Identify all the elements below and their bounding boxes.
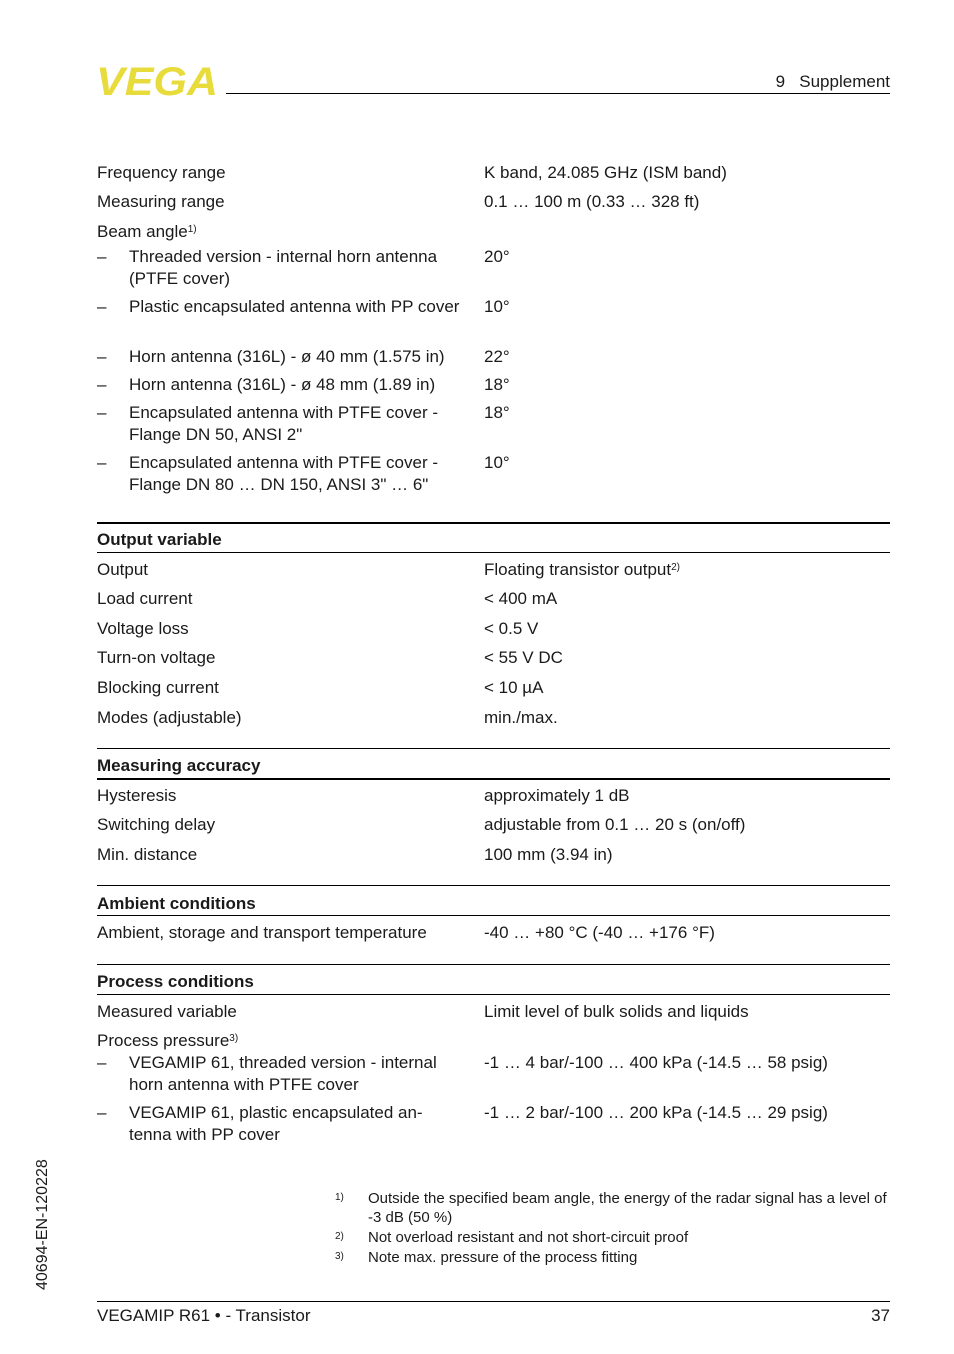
spec-sub-label: VEGAMIP 61, threaded version - internal horn antenna with PTFE cover xyxy=(129,1053,437,1094)
header-rule xyxy=(226,93,890,94)
footnote-ref: 2) xyxy=(671,562,681,573)
spec-sub-label: VEGAMIP 61, plastic encapsulated an-tenna with PP cover xyxy=(129,1103,423,1144)
section-title-accuracy: Measuring accuracy xyxy=(97,756,261,775)
spec-value: 0.1 … 100 m (0.33 … 328 ft) xyxy=(484,192,700,211)
spec-value: < 10 µA xyxy=(484,678,544,697)
page-number: 37 xyxy=(871,1306,890,1325)
svg-text:VEGA: VEGA xyxy=(96,64,218,98)
spec-sub-label: Plastic encapsulated antenna with PP cover xyxy=(129,297,460,316)
spec-sub-label: Encapsulated antenna with PTFE cover - Flange DN 80 … DN 150, ANSI 3" … 6" xyxy=(129,453,438,494)
spec-label: Measuring range xyxy=(97,192,225,211)
spec-sub-label: Threaded version - internal horn antenna (PTFE cover) xyxy=(129,247,438,288)
beam-angle-label: Beam angle$^{1)}$ xyxy=(97,222,197,241)
footnote-ref: 3) xyxy=(229,1033,239,1044)
section-rule xyxy=(97,915,890,916)
spec-sub-label: Horn antenna (316L) - ø 48 mm (1.89 in) xyxy=(129,375,436,394)
spec-value: -40 … +80 °C (-40 … +176 °F) xyxy=(484,923,715,942)
footnote-text: Not overload resistant and not short-circuit proof xyxy=(368,1229,689,1246)
spec-value: 10° xyxy=(484,297,510,316)
spec-value: 20° xyxy=(484,247,510,266)
spec-value: 22° xyxy=(484,347,510,366)
document-code: 40694-EN-120228 xyxy=(34,1159,51,1290)
footer-rule xyxy=(97,1301,890,1302)
header-section-title: 9 Supplement xyxy=(775,72,890,91)
spec-value: Limit level of bulk solids and liquids xyxy=(484,1002,749,1021)
spec-value: < 55 V DC xyxy=(484,648,563,667)
list-dash: – xyxy=(97,1053,107,1072)
list-dash: – xyxy=(97,453,107,472)
spec-value: min./max. xyxy=(484,708,558,727)
section-rule xyxy=(97,522,890,524)
spec-value: K band, 24.085 GHz (ISM band) xyxy=(484,163,727,182)
section-title-ambient: Ambient conditions xyxy=(97,894,256,913)
spec-value: -1 … 4 bar/-100 … 400 kPa (-14.5 … 58 psig) xyxy=(484,1053,828,1072)
spec-label: Blocking current xyxy=(97,678,219,697)
list-dash: – xyxy=(97,347,107,366)
spec-value: < 0.5 V xyxy=(484,619,539,638)
spec-label: Frequency range xyxy=(97,163,226,182)
section-rule xyxy=(97,552,890,553)
spec-label: Ambient, storage and transport temperature xyxy=(97,923,427,942)
spec-label: Min. distance xyxy=(97,845,198,864)
footnote-text: Note max. pressure of the process fitting xyxy=(368,1249,638,1266)
spec-label: Switching delay xyxy=(97,815,216,834)
spec-label: Output xyxy=(97,560,149,579)
spec-value: 18° xyxy=(484,403,510,422)
section-rule xyxy=(97,885,890,886)
list-dash: – xyxy=(97,297,107,316)
vega-logo xyxy=(96,64,220,98)
process-pressure-label: Process pressure$^{3)}$ xyxy=(97,1031,239,1050)
spec-value: Floating transistor output$^{2)}$ xyxy=(484,560,681,579)
spec-value: approximately 1 dB xyxy=(484,786,630,805)
spec-value: < 400 mA xyxy=(484,589,558,608)
list-dash: – xyxy=(97,375,107,394)
list-dash: – xyxy=(97,1103,107,1122)
section-rule xyxy=(97,994,890,995)
spec-label: Measured variable xyxy=(97,1002,237,1021)
footnote-text: Outside the specified beam angle, the energy of the radar signal has a level of -3 dB (50 %) xyxy=(368,1190,887,1226)
spec-value: adjustable from 0.1 … 20 s (on/off) xyxy=(484,815,746,834)
spec-value: -1 … 2 bar/-100 … 200 kPa (-14.5 … 29 psig) xyxy=(484,1103,828,1122)
section-rule xyxy=(97,778,890,780)
footnote-number: 3) xyxy=(335,1251,344,1262)
section-rule xyxy=(97,964,890,965)
footnote-number: 1) xyxy=(335,1192,344,1203)
list-dash: – xyxy=(97,247,107,266)
footnote-ref: 1) xyxy=(187,224,197,235)
section-title-output: Output variable xyxy=(97,530,222,549)
spec-label: Turn-on voltage xyxy=(97,648,216,667)
spec-label: Modes (adjustable) xyxy=(97,708,242,727)
spec-label: Hysteresis xyxy=(97,786,177,805)
spec-value: 100 mm (3.94 in) xyxy=(484,845,613,864)
footer-title: VEGAMIP R61 • - Transistor xyxy=(97,1306,311,1325)
spec-label: Load current xyxy=(97,589,193,608)
spec-value: 18° xyxy=(484,375,510,394)
spec-value: 10° xyxy=(484,453,510,472)
section-rule xyxy=(97,748,890,749)
section-title-process: Process conditions xyxy=(97,972,254,991)
list-dash: – xyxy=(97,403,107,422)
footnote-number: 2) xyxy=(335,1231,344,1242)
spec-sub-label: Encapsulated antenna with PTFE cover - Flange DN 50, ANSI 2" xyxy=(129,403,438,444)
spec-sub-label: Horn antenna (316L) - ø 40 mm (1.575 in) xyxy=(129,347,445,366)
spec-label: Voltage loss xyxy=(97,619,189,638)
